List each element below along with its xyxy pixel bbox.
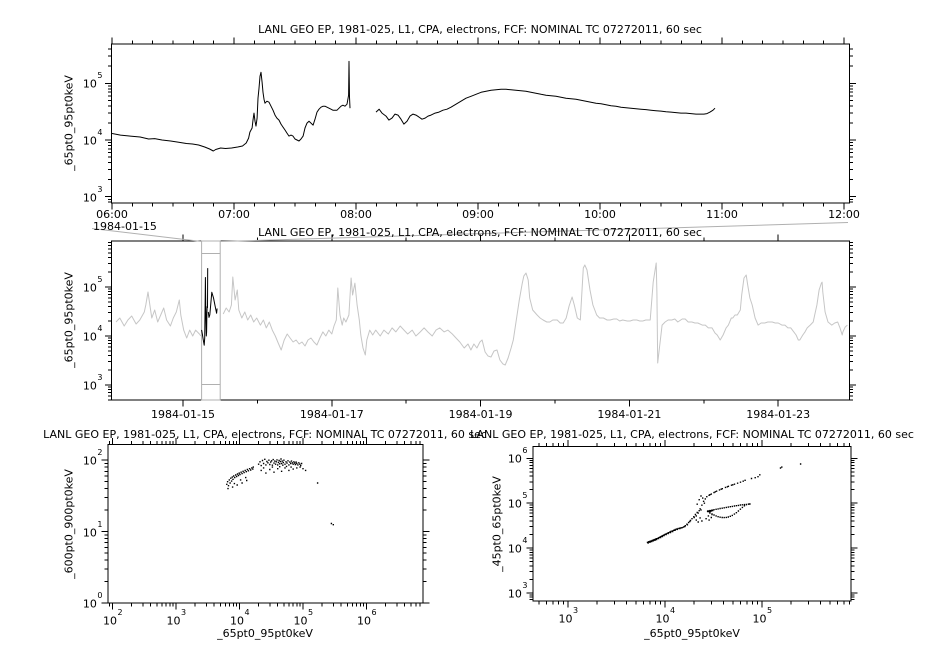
p4-y-tick-label: $10^5$ (507, 491, 528, 511)
p1-x-tick-label: 09:00 (462, 208, 494, 221)
p3-plot-area[interactable] (108, 445, 423, 604)
p2-y-tick-label: $10^5$ (82, 275, 103, 295)
p2-x-tick-label: 1984-01-21 (597, 408, 662, 421)
p2-x-tick-label: 1984-01-15 (151, 408, 215, 421)
panel2-title: LANL GEO EP, 1981-025, L1, CPA, electrons, FCF: NOMINAL TC 07272011, 60 sec (258, 226, 702, 239)
p3-x-tick-label: $10^5$ (293, 608, 314, 628)
p3-x-tick-label: $10^2$ (102, 608, 123, 628)
panel1-date-label: 1984-01-15 (93, 220, 157, 233)
p2-plot-area[interactable] (112, 241, 850, 400)
panel2-ylabel: _65pt0_95pt0keV (62, 272, 76, 368)
p2-y-tick-label: $10^4$ (82, 324, 103, 344)
p1-x-tick-label: 06:00 (96, 208, 128, 221)
p1-x-tick-label: 11:00 (706, 208, 738, 221)
p3-x-tick-label: $10^3$ (166, 608, 187, 628)
p1-plot-area[interactable] (112, 44, 850, 203)
p2-x-tick-label: 1984-01-19 (448, 408, 513, 421)
p4-x-tick-label: $10^4$ (655, 606, 676, 626)
panel1-ylabel: _65pt0_95pt0keV (62, 75, 76, 171)
p4-y-tick-label: $10^3$ (507, 580, 528, 601)
p4-y-tick-label: $10^4$ (507, 536, 528, 556)
p4-y-tick-label: $10^6$ (507, 446, 528, 467)
panel3-ylabel: _600pt0_900pt0keV (62, 469, 76, 579)
p3-y-tick-label: $10^0$ (82, 591, 103, 611)
p1-x-tick-label: 07:00 (218, 208, 250, 221)
panel4-title: LANL GEO EP, 1981-025, L1, CPA, electrons, FCF: NOMINAL TC 07272011, 60 sec (470, 428, 914, 441)
p2-x-tick-label: 1984-01-23 (746, 408, 811, 421)
panel1-title: LANL GEO EP, 1981-025, L1, CPA, electrons, FCF: NOMINAL TC 07272011, 60 sec (258, 23, 702, 36)
p4-plot-area[interactable] (533, 447, 851, 602)
panel4-ylabel: _45pt0_65pt0keV (490, 476, 504, 572)
p1-y-tick-label: $10^5$ (82, 71, 103, 91)
p3-x-tick-label: $10^4$ (229, 608, 250, 628)
p3-y-tick-label: $10^2$ (82, 448, 103, 468)
panel4-xlabel: _65pt0_95pt0keV (644, 627, 740, 640)
panel3-title: LANL GEO EP, 1981-025, L1, CPA, electrons, FCF: NOMINAL TC 07272011, 60 sec (43, 428, 487, 441)
p4-x-tick-label: $10^5$ (752, 606, 773, 626)
p1-x-tick-label: 08:00 (340, 208, 372, 221)
p4-x-tick-label: $10^3$ (558, 606, 579, 626)
p2-y-tick-label: $10^3$ (82, 373, 103, 393)
p2-x-tick-label: 1984-01-17 (299, 408, 364, 421)
p1-y-tick-label: $10^4$ (82, 128, 103, 148)
p3-x-tick-label: $10^6$ (356, 608, 377, 628)
p1-x-tick-label: 10:00 (584, 208, 616, 221)
p1-x-tick-label: 12:00 (828, 208, 860, 221)
panel3-xlabel: _65pt0_95pt0keV (217, 627, 313, 640)
p1-y-tick-label: $10^3$ (82, 184, 103, 205)
p3-y-tick-label: $10^1$ (82, 519, 103, 540)
